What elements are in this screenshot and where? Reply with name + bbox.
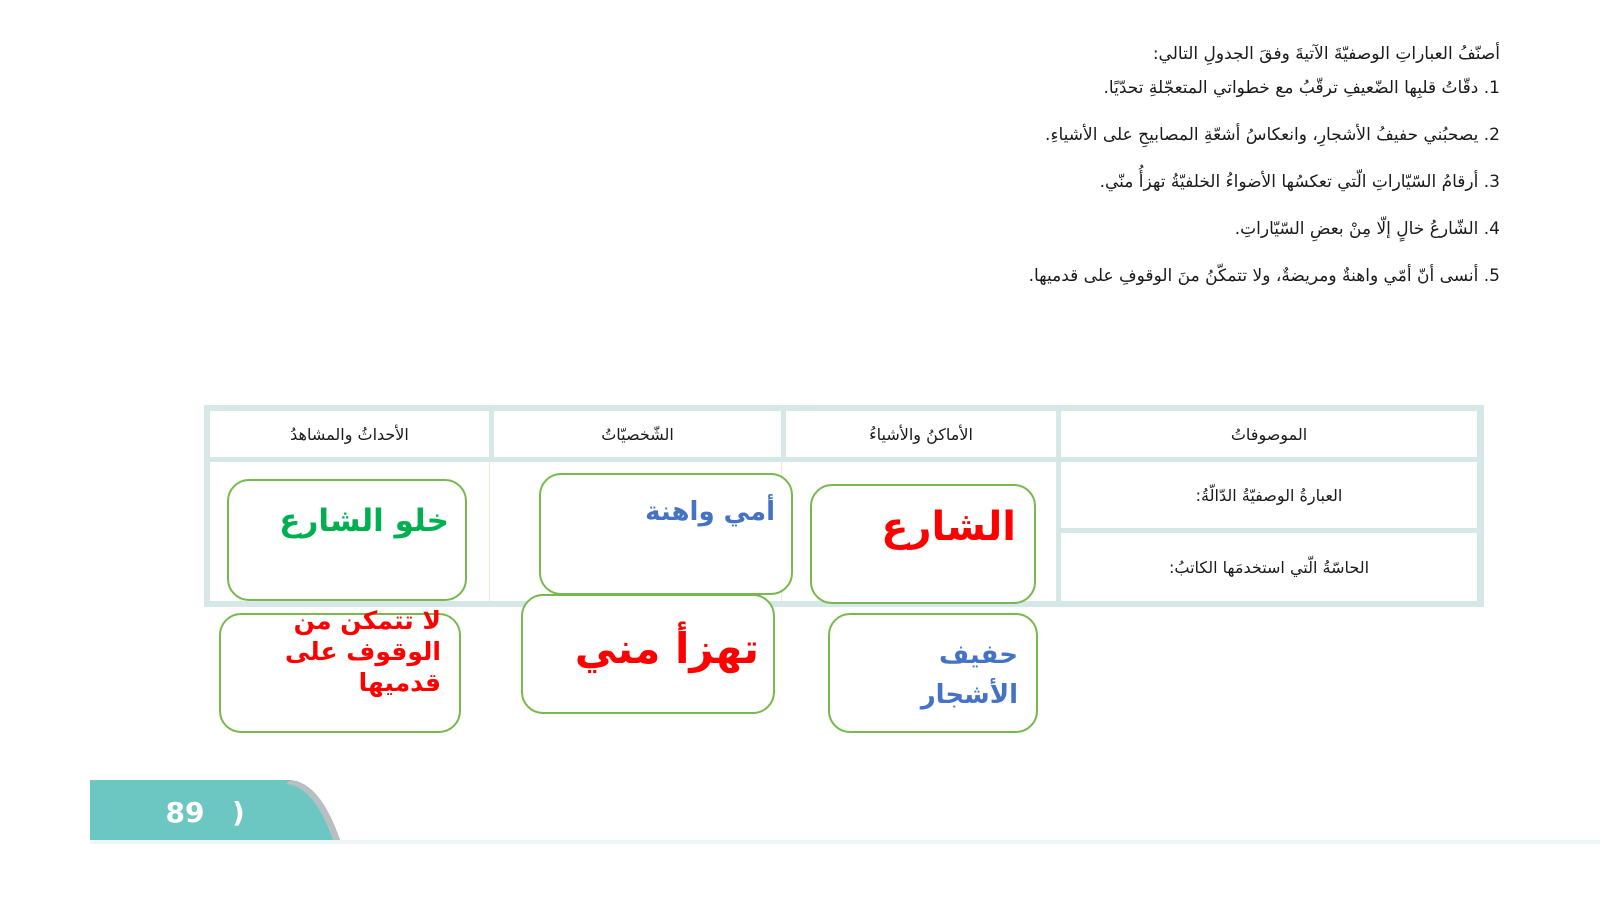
page-number-mark: ) (232, 796, 245, 829)
instruction-item-3: 3. أرقامُ السّيّاراتِ الّتي تعكسُها الأضواءُ الخلفيّةُ تهزأُ منّي. (1099, 172, 1500, 192)
answer-box-cannot-stand[interactable] (219, 606, 461, 733)
answer-text: الشارع (881, 504, 1016, 550)
column-divider (489, 462, 490, 601)
answer-text: أمي واهنة (645, 497, 775, 527)
page-number-tab (90, 780, 340, 840)
answer-box-trees-rustle[interactable] (828, 613, 1038, 733)
instruction-item-1: 1. دقّاتُ قلبِها الضّعيفِ ترقّبُ مع خطواتي المتعجّلةِ تحدّيًا. (1103, 78, 1500, 98)
answer-text-line-3: قدميها (358, 668, 441, 697)
answer-text-line-2: الأشجار (920, 680, 1018, 710)
answer-text: تهزأ مني (574, 624, 759, 673)
header-characters: الشّخصيّاتُ (494, 411, 781, 457)
answer-text: خلو الشارع (279, 503, 449, 539)
instructions-heading: أصنّفُ العباراتِ الوصفيّةَ الآتيةَ وفقَ الجدولِ التالي: (1152, 44, 1500, 64)
page-number: 89 (165, 796, 205, 829)
answer-box-street[interactable] (810, 484, 1036, 604)
answer-text-line-2: الوقوف على (285, 637, 441, 666)
answer-text-line-1: لا تتمكن من (293, 606, 441, 635)
instruction-item-4: 4. الشّارعُ خالٍ إلّا مِنْ بعضِ السّيّاراتِ. (1234, 219, 1500, 239)
instructions (1029, 44, 1500, 313)
answer-box-empty-street[interactable] (227, 479, 467, 601)
header-events: الأحداثُ والمشاهدُ (210, 411, 489, 457)
header-places: الأماكنُ والأشياءُ (786, 411, 1056, 457)
answer-box-mother-weak[interactable] (539, 473, 793, 595)
instruction-item-5: 5. أنسى أنّ أمّي واهنةٌ ومريضةٌ، ولا تتمكّنُ منَ الوقوفِ على قدميها. (1028, 266, 1500, 286)
footer-rule (90, 840, 1600, 844)
header-descriptions: الموصوفاتُ (1061, 411, 1477, 457)
answer-text-line-1: حفيف (938, 640, 1018, 670)
row-label-phrase: العبارةُ الوصفيّةُ الدّالّةُ: (1061, 462, 1477, 528)
row-label-sense: الحاسّةُ الّتي استخدمَها الكاتبُ: (1061, 533, 1477, 601)
answer-box-mocks-me[interactable] (521, 594, 775, 714)
instruction-item-2: 2. يصحبُني حفيفُ الأشجارِ، وانعكاسُ أشعّةِ المصابيحِ على الأشياءِ. (1045, 125, 1500, 145)
